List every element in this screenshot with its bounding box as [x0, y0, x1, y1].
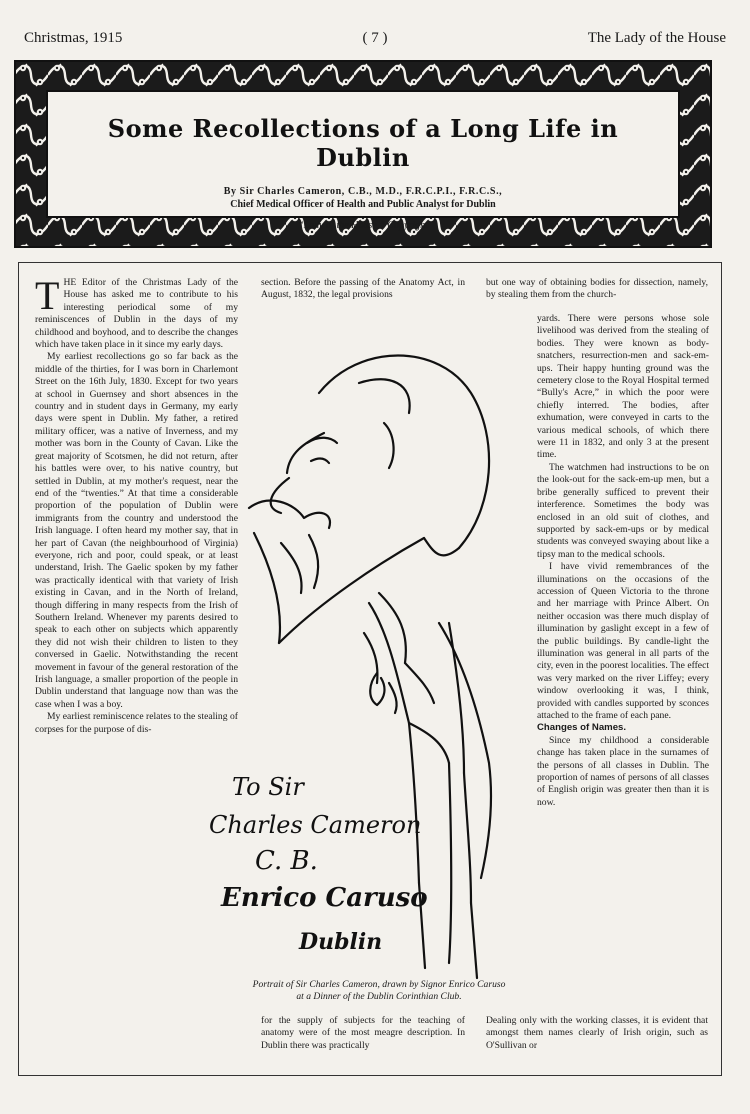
page-number: ( 7 ) — [362, 30, 388, 46]
caricature-sketch-icon — [209, 303, 539, 983]
title-block — [60, 100, 666, 231]
column-right-bottom — [486, 1015, 708, 1069]
paragraph: yards. There were persons whose sole livelihood was derived from the stealing of bodies. They were known as body-snatchers, resurrection-men and sack-em-ups. Their happy hunting ground was the cemetery close to the Royal Hospital termed “Bully's Acre,” in which the poor were chiefly interred. The bodies, after exhumation, were conveyed in carts to the various medical schools, of which there were 11 in 1832, and only 3 at the present time. — [537, 313, 709, 461]
inscription-place: Dublin — [299, 929, 383, 955]
inscription-line: Charles Cameron — [209, 811, 422, 839]
paragraph: My earliest recollections go so far back as the middle of the thirties, for I was born in Charlemont Street on the 16th July, 1830. Except for two years at school in Guernsey and short absences in the country and in student days in Germany, my early days were spent in Dublin. My father, a retired military officer, was a native of Inverness, and my mother was born in the County of Cavan. Like the great majority of Scotsmen, he did not return, after his battles were over, to his native country, but settled in Dublin, at my mother's request, near the end of the “twenties.” At that time a considerable proportion of the population of Dublin were immigrants from the country and understood the Irish language. I often heard my mother say, that in her part of Cavan (the neighbourhood of Virginia) everyone, rich and poor, could speak, or at least understand, Irish. The Gaelic spoken by my father was practically identical with that variety of Irish existing in Cavan, and in the North of Ireland, though differing in many respects from the Irish of Southern Ireland. Whenever my parents desired to speak to each other on subjects which apparently they did not wish their children to listen to they conversed in Gaelic. Notwithstanding the recent movement in favour of the general restoration of the Irish language, a smaller proportion of the people in Dublin understand that language now than was the case when I was a boy. — [35, 351, 238, 710]
running-head — [24, 30, 726, 52]
paragraph: for the supply of subjects for the teaching of anatomy were of the most meagre description. In Dublin there was practically — [261, 1015, 465, 1051]
caption-line: Portrait of Sir Charles Cameron, drawn by Signor Enrico Caruso — [252, 979, 506, 990]
column-left — [35, 277, 238, 1071]
copyright-notice: “Lady of the House,” Copyright — [298, 220, 428, 231]
author-role: Chief Medical Officer of Health and Public Analyst for Dublin — [230, 199, 496, 210]
paragraph: Dealing only with the working classes, it is evident that amongst them names clearly of Irish origin, such as O'Sullivan or — [486, 1015, 708, 1051]
paragraph: My earliest reminiscence relates to the stealing of corpses for the purpose of dis- — [35, 711, 238, 735]
illustration-caption — [209, 979, 549, 1003]
paragraph: I have vivid remembrances of the illuminations on the occasions of the accession of Queen Victoria to the throne and her marriage with Prince Albert. On neither occasion was there much display of illumination by gaslight except in a few of the public buildings. By candle-light the illumination was general in all parts of the city, even in the poorest localities. The effect was very marked on the river Liffey; every window overlooking it was, I think, provided with candles supported by sconces attached to the frame of each pane. — [537, 561, 709, 721]
paragraph: section. Before the passing of the Anatomy Act, in August, 1832, the legal provisions — [261, 277, 465, 301]
column-right — [537, 313, 709, 1013]
article-body — [18, 262, 722, 1076]
paragraph: The watchmen had instructions to be on the look-out for the sack-em-up men, but a bribe generally sufficed to prevent their interference. Sometimes the body was enclosed in an old suit of clothes, and supported by sack-em-ups or by medical students was conveyed swaying about like a tipsy man to the medical schools. — [537, 461, 709, 560]
paragraph: THE Editor of the Christmas Lady of the House has asked me to contribute to his interesting periodical some of my reminiscences of Dublin in the days of my childhood and boyhood, and to describe the changes which have taken place in it since my early days. — [35, 277, 238, 351]
signature: Enrico Caruso — [221, 883, 428, 913]
caption-line: at a Dinner of the Dublin Corinthian Club. — [296, 991, 462, 1002]
column-middle-bottom — [261, 1015, 465, 1069]
paragraph: Since my childhood a considerable change has taken place in the surnames of the persons of all classes in Dublin. The proportion of names of persons of all classes of English origin was greater then than it is now. — [537, 734, 709, 808]
author-byline: By Sir Charles Cameron, C.B., M.D., F.R.C.P.I., F.R.C.S., — [223, 186, 503, 197]
publication-name: The Lady of the House — [587, 30, 726, 46]
article-title: Some Recollections of a Long Life in Dublin — [107, 114, 619, 172]
inscription-line: C. B. — [255, 846, 318, 876]
title-frame — [14, 60, 712, 248]
inscription-line: To Sir — [232, 773, 304, 801]
paragraph: but one way of obtaining bodies for dissection, namely, by stealing them from the church- — [486, 277, 708, 301]
drop-cap: T — [35, 277, 60, 318]
section-subheading: Changes of Names. — [537, 722, 627, 734]
issue-date: Christmas, 1915 — [24, 30, 123, 46]
